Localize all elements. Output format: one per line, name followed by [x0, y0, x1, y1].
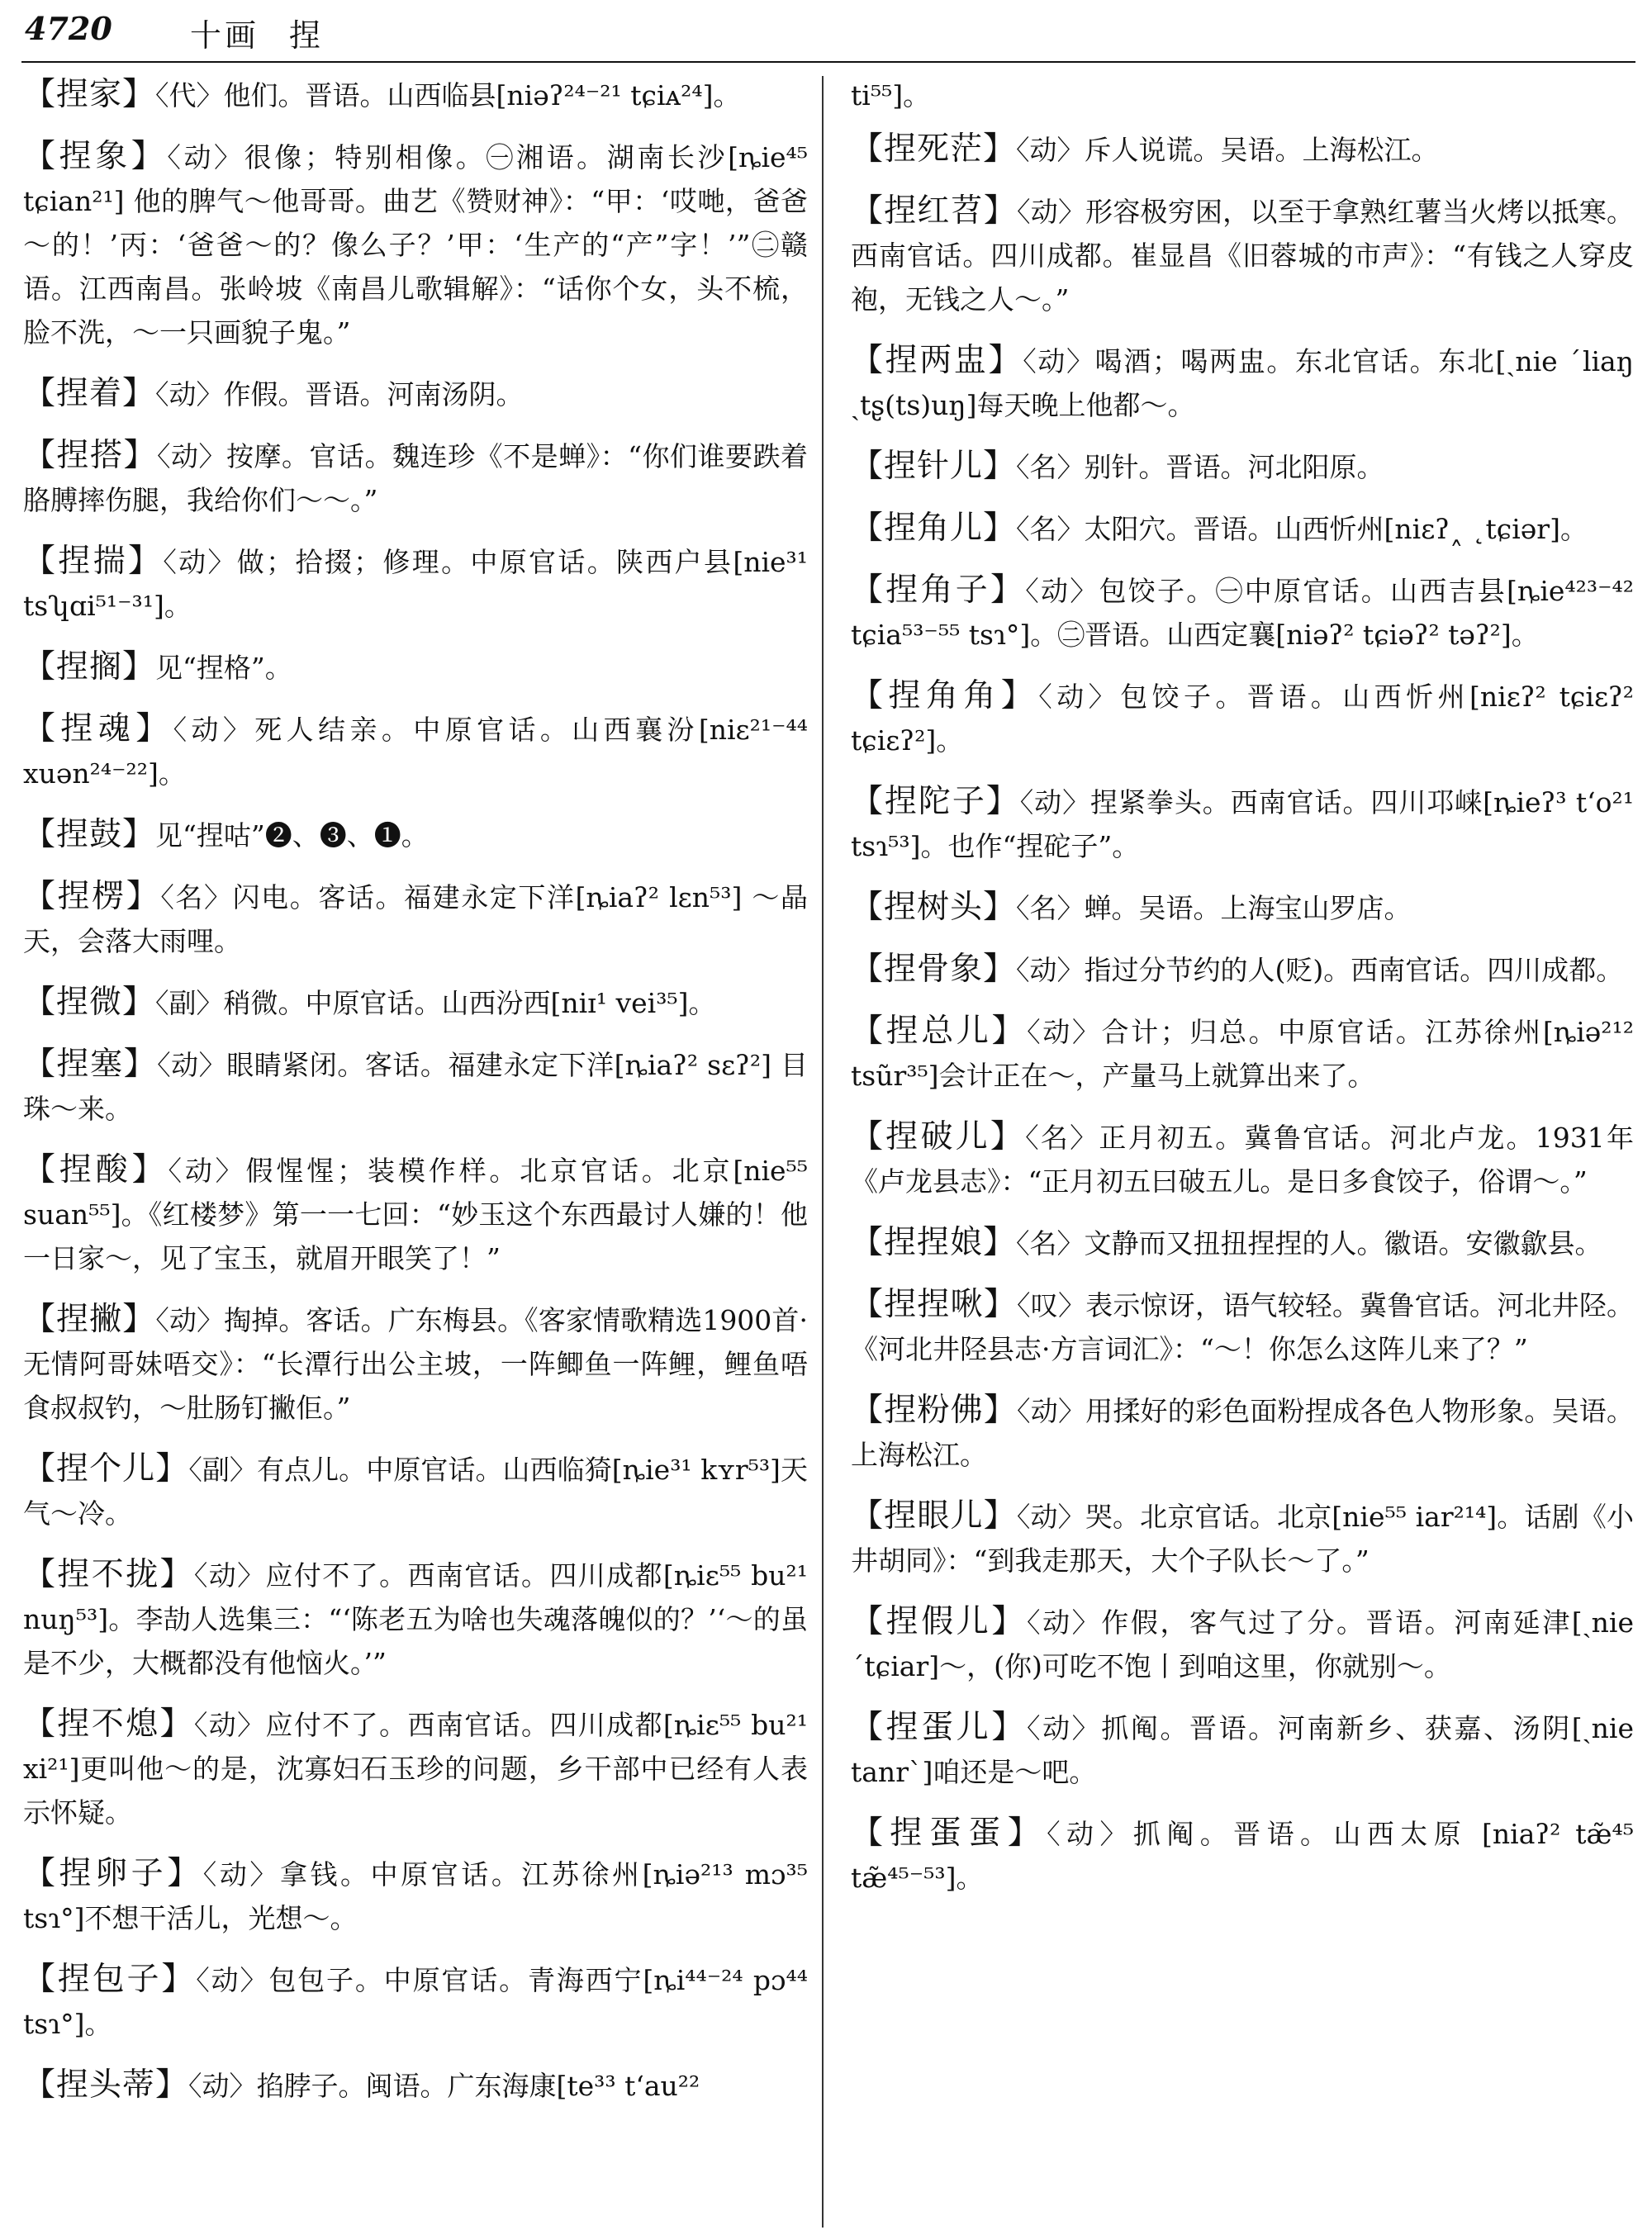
entry-definition: 〈动〉喝酒；喝两盅。东北官话。东北[ˏnie ˊliaŋ ˏtʂ(ts)uŋ]每天晚上他都～。 [851, 345, 1634, 421]
entry-definition: 〈代〉他们。晋语。山西临县[niəʔ²⁴⁻²¹ tɕiᴀ²⁴]。 [155, 79, 741, 112]
dictionary-entry [851, 1388, 1634, 1477]
column-divider [822, 76, 824, 2228]
entry-definition: 见“捏格”。 [155, 652, 292, 684]
page-header [0, 0, 1652, 64]
entry-definition: 〈动〉作假，客气过了分。晋语。河南延津[ˏnie ˊtɕiar]～，(你)可吃不饱丨到咱这里，你就别～。 [851, 1606, 1634, 1682]
entry-headword: 【捏微】 [23, 984, 156, 1021]
dictionary-entry [851, 1811, 1634, 1900]
entry-definition: 〈动〉合计；归总。中原官话。江苏徐州[ȵiə²¹² tsũr³⁵]会计正在～，产量马上就算出来了。 [851, 1016, 1634, 1092]
dictionary-entry [23, 813, 808, 857]
entry-definition: 〈动〉眼睛紧闭。客话。福建永定下洋[ȵiaʔ² sɛʔ²] 目珠～来。 [23, 1049, 808, 1125]
entry-definition: ti⁵⁵]。 [851, 79, 931, 112]
entry-headword: 【捏魂】 [23, 710, 173, 747]
entry-definition: 〈动〉指过分节约的人(贬)。西南官话。四川成都。 [1016, 954, 1624, 986]
entry-definition: 〈动〉应付不了。西南官话。四川成都[ȵiɛ⁵⁵ bu²¹ nuŋ⁵³]。李劼人选集三：“‘陈老五为啥也失魂落魄似的？’‘～的虽是不少，大概都没有他恼火。’” [23, 1559, 808, 1679]
dictionary-entry [23, 1298, 808, 1430]
section-title: 十画 [190, 17, 260, 54]
entry-headword: 【捏搭】 [23, 437, 158, 474]
dictionary-entry [23, 1702, 808, 1834]
dictionary-entry [23, 1553, 808, 1685]
entry-definition: 〈名〉闪电。客话。福建永定下洋[ȵiaʔ² lɛn⁵³] ～晶天，会落大雨哩。 [23, 881, 808, 957]
entry-definition: 〈动〉包饺子。晋语。山西忻州[niɛʔ² tɕiɛʔ² tɕiɛʔ²]。 [851, 681, 1634, 757]
right-column [851, 73, 1634, 1917]
dictionary-entry [23, 707, 808, 795]
entry-headword: 【捏鼓】 [23, 816, 156, 853]
dictionary-entry [23, 1447, 808, 1535]
entry-definition: 〈动〉掏掉。客话。广东梅县。《客家情歌精选1900首·无情阿哥妹唔交》：“长潭行出公主坡，一阵鲫鱼一阵鲤，鲤鱼唔食叔叔钓，～肚肠钉撇佢。” [23, 1304, 808, 1424]
entry-definition: 〈名〉别针。晋语。河北阳原。 [1016, 451, 1384, 483]
entry-headword: 【捏粉佛】 [851, 1392, 1018, 1429]
dictionary-entry [851, 674, 1634, 762]
entry-headword: 【捏撇】 [23, 1301, 156, 1338]
entry-definition: 〈动〉按摩。官话。魏连珍《不是蝉》：“你们谁要跌着胳膊摔伤腿，我给你们～～。” [23, 440, 808, 516]
entry-definition: 〈名〉太阳穴。晋语。山西忻州[niɛʔ˰ ˛tɕiər]。 [1016, 513, 1588, 545]
entry-definition: 〈动〉掐脖子。闽语。广东海康[te³³ t‘au²² [188, 2070, 700, 2102]
entry-definition: 〈动〉捏紧拳头。西南官话。四川邛崃[ȵieʔ³ t‘o²¹ tsɿ⁵³]。也作“捏砣子”。 [851, 786, 1634, 862]
dictionary-entry [851, 506, 1634, 551]
entry-headword: 【捏陀子】 [851, 783, 1020, 820]
dictionary-entry [23, 1852, 808, 1940]
left-column [23, 73, 808, 2125]
dictionary-entry [23, 73, 808, 117]
dictionary-entry [23, 539, 808, 628]
entry-definition: 〈动〉抓阄。晋语。山西太原 [niaʔ² tæ̃⁴⁵ tæ̃⁴⁵⁻⁵³]。 [851, 1818, 1634, 1894]
entry-definition: 〈动〉哭。北京官话。北京[nie⁵⁵ iar²¹⁴]。话剧《小井胡同》：“到我走那天，大个子队长～了。” [851, 1501, 1634, 1577]
entry-headword: 【捏角角】 [851, 677, 1039, 714]
dictionary-entry [851, 568, 1634, 657]
entry-definition: 〈动〉抓阄。晋语。河南新乡、获嘉、汤阴[ˏnie tanrˋ]咱还是～吧。 [851, 1712, 1634, 1788]
dictionary-entry [851, 1706, 1634, 1794]
entry-headword: 【捏角儿】 [851, 510, 1017, 547]
dictionary-entry [851, 1600, 1634, 1688]
entry-definition: 〈动〉作假。晋语。河南汤阴。 [155, 378, 524, 410]
entry-headword: 【捏破儿】 [851, 1118, 1026, 1155]
dictionary-entry [851, 1494, 1634, 1582]
dictionary-entry [851, 947, 1634, 992]
entry-headword: 【捏塞】 [23, 1046, 158, 1083]
entry-definition: 〈副〉稍微。中原官话。山西汾西[niɪ¹ vei³⁵]。 [155, 987, 716, 1019]
entry-definition: 〈名〉正月初五。冀鲁官话。河北卢龙。1931年《卢龙县志》：“正月初五曰破五儿。是日多食饺子，俗谓～。” [851, 1122, 1634, 1198]
dictionary-entry [851, 1283, 1634, 1371]
entry-definition: 〈动〉做；拾掇；修理。中原官话。陕西户县[nie³¹ tsʮɑi⁵¹⁻³¹]。 [23, 546, 808, 622]
entry-headword: 【捏蛋儿】 [851, 1709, 1027, 1746]
entry-definition: 〈动〉应付不了。西南官话。四川成都[ȵiɛ⁵⁵ bu²¹ xi²¹]更叫他～的是，沈寡妇石玉珍的问题，乡干部中已经有人表示怀疑。 [23, 1709, 808, 1829]
dictionary-entry [851, 127, 1634, 172]
entry-headword: 【捏假儿】 [851, 1603, 1027, 1640]
entry-headword: 【捏家】 [23, 76, 156, 113]
entry-definition: 〈动〉斥人说谎。吴语。上海松江。 [1016, 134, 1439, 166]
header-rule [21, 61, 1635, 63]
entry-headword: 【捏眼儿】 [851, 1497, 1017, 1535]
entry-headword: 【捏骨象】 [851, 951, 1017, 988]
dictionary-entry [851, 339, 1634, 427]
entry-headword: 【捏不熄】 [23, 1706, 194, 1743]
entry-definition: 见“捏咕”❷、❸、❶。 [155, 819, 429, 852]
dictionary-entry [23, 135, 808, 354]
entry-headword: 【捏象】 [23, 138, 168, 175]
entry-definition: 〈动〉用揉好的彩色面粉捏成各色人物形象。吴语。上海松江。 [851, 1395, 1634, 1471]
dictionary-entry [851, 1009, 1634, 1098]
dictionary-entry [851, 1115, 1634, 1203]
page-number: 4720 [25, 10, 112, 47]
entry-headword: 【捏捏啾】 [851, 1286, 1018, 1323]
dictionary-entry [23, 1957, 808, 2046]
entry-headword: 【捏着】 [23, 375, 156, 412]
entry-definition: 〈叹〉表示惊讶，语气较轻。冀鲁官话。河北井陉。《河北井陉县志·方言词汇》：“～！你怎么这阵儿来了？” [851, 1289, 1634, 1365]
entry-headword: 【捏酸】 [23, 1151, 169, 1189]
dictionary-entry [23, 1148, 808, 1280]
entry-headword: 【捏搁】 [23, 648, 156, 686]
entry-headword: 【捏个儿】 [23, 1450, 189, 1487]
dictionary-entry [23, 372, 808, 416]
entry-headword: 【捏角子】 [851, 572, 1026, 609]
dictionary-entry [23, 875, 808, 963]
entry-definition: 〈动〉包饺子。㊀中原官话。山西吉县[ȵie⁴²³⁻⁴² tɕia⁵³⁻⁵⁵ tsɿ°]。㊁晋语。山西定襄[niəʔ² tɕiəʔ² təʔ²]。 [851, 575, 1634, 651]
entry-definition: 〈副〉有点儿。中原官话。山西临猗[ȵie³¹ kʏr⁵³]天气～冷。 [23, 1454, 808, 1530]
entry-headword: 【捏捏娘】 [851, 1224, 1017, 1261]
entry-headword: 【捏不拢】 [23, 1556, 194, 1593]
dictionary-entry [851, 1221, 1634, 1265]
entry-headword: 【捏死茫】 [851, 130, 1017, 168]
entry-headword: 【捏楞】 [23, 878, 161, 915]
dictionary-entry [23, 1042, 808, 1131]
dictionary-entry [23, 434, 808, 522]
entry-headword: 【捏总儿】 [851, 1013, 1028, 1050]
entry-headword: 【捏红苕】 [851, 192, 1018, 230]
entry-definition: 〈动〉包包子。中原官话。青海西宁[ȵi⁴⁴⁻²⁴ pɔ⁴⁴ tsɿ°]。 [23, 1964, 808, 2040]
dictionary-entry [23, 645, 808, 690]
dictionary-entry [851, 885, 1634, 930]
entry-headword: 【捏头蒂】 [23, 2066, 189, 2104]
dictionary-entry [23, 2063, 808, 2108]
entry-definition: 〈名〉文静而又扭扭捏捏的人。徽语。安徽歙县。 [1016, 1227, 1602, 1260]
dictionary-entry [23, 980, 808, 1025]
dictionary-entry [851, 780, 1634, 868]
entry-definition: 〈动〉死人结亲。中原官话。山西襄汾[niɛ²¹⁻⁴⁴ xuən²⁴⁻²²]。 [23, 714, 808, 790]
entry-definition: 〈动〉很像；特别相像。㊀湘语。湖南长沙[ȵie⁴⁵ tɕian²¹] 他的脾气～他哥哥。曲艺《赞财神》：“甲：‘哎哋，爸爸～的！’丙：‘爸爸～的？像么子？’甲：‘生产的“产”字！’”㊁赣语。江西南昌。张岭坡《南昌儿歌辑解》：“话你个女，头不梳，脸不洗，～一只画貌子鬼。” [23, 141, 808, 349]
entry-headword: 【捏包子】 [23, 1961, 197, 1998]
entry-definition: 〈动〉拿钱。中原官话。江苏徐州[ȵiə²¹³ mɔ³⁵ tsɿ°]不想干活儿，光想～。 [23, 1858, 808, 1934]
dictionary-entry [851, 189, 1634, 321]
entry-headword: 【捏蛋蛋】 [851, 1815, 1047, 1852]
entry-definition: 〈名〉蝉。吴语。上海宝山罗店。 [1016, 892, 1412, 924]
entry-headword: 【捏针儿】 [851, 448, 1017, 485]
header-character: 捏 [289, 17, 321, 54]
entry-definition: 〈动〉形容极穷困，以至于拿熟红薯当火烤以抵寒。西南官话。四川成都。崔显昌《旧蓉城的市声》：“有钱之人穿皮袍，无钱之人～。” [851, 196, 1634, 316]
dictionary-entry-continued [851, 73, 1634, 117]
entry-headword: 【捏树头】 [851, 889, 1017, 926]
entry-headword: 【捏卵子】 [23, 1855, 203, 1892]
entry-headword: 【捏两盅】 [851, 342, 1023, 379]
entry-headword: 【捏揣】 [23, 543, 164, 580]
dictionary-entry [851, 444, 1634, 489]
entry-definition: 〈动〉假惺惺；装模作样。北京官话。北京[nie⁵⁵ suan⁵⁵]。《红楼梦》第一一七回：“妙玉这个东西最讨人嫌的！他一日家～，见了宝玉，就眉开眼笑了！” [23, 1155, 808, 1274]
